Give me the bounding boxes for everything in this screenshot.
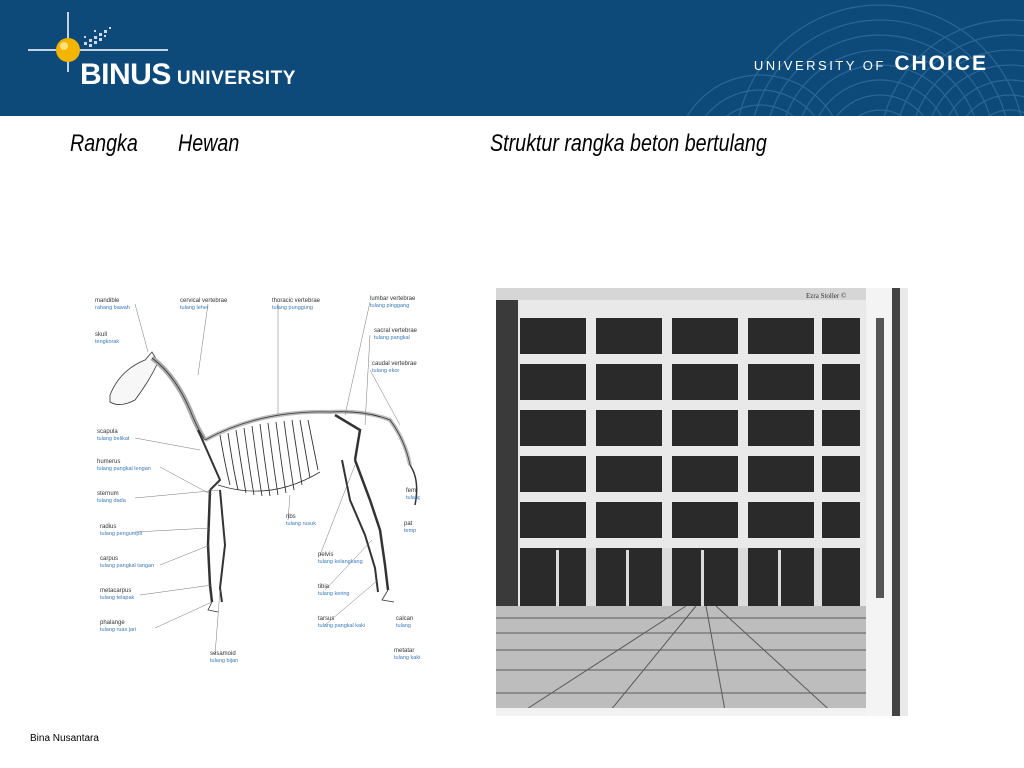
label-calcaneus-id: tulang [396,623,411,629]
label-mandible-id: rahang bawah [95,305,130,311]
label-carpus: carpus [100,556,119,562]
label-thoracic-id: tulang punggung [272,305,313,311]
label-scapula: scapula [97,429,118,435]
label-mandible: mandible [95,298,120,304]
label-pelvis-id: tulang kelangkang [318,559,363,565]
label-phalange-id: tulang ruas jari [100,627,137,633]
label-caudal-id: tulang ekor [372,368,400,374]
label-metatarsus-id: tulang kaki [394,655,420,661]
header-banner [0,0,1024,116]
label-calcaneus: calcan [396,616,414,622]
label-sesamoid-id: tulang bijan [210,658,239,664]
label-skull: skull [95,332,108,338]
label-metatarsus: metatar [394,648,415,654]
label-metacarpus-id: tulang telapak [100,595,135,601]
label-scapula-id: tulang belikat [97,436,130,442]
label-pelvis: pelvis [318,552,334,558]
tagline [754,52,988,76]
label-sesamoid: sesamoid [210,651,236,657]
logo-sub-text: UNIVERSITY [176,68,296,89]
label-cervical-id: tulang leher [180,305,209,311]
label-femur: fem [406,488,417,494]
label-tibia: tibia [318,584,330,590]
label-lumbar: lumbar vertebrae [370,296,416,302]
logo-main-text: BINUS [80,58,171,91]
label-skull-id: tengkorak [95,339,120,345]
label-humerus: humerus [97,459,121,465]
photo-caption: Ezra Stoller © [806,292,847,300]
footer-text: Bina Nusantara [30,733,99,744]
label-radius: radius [100,524,117,530]
title-rangka: Rangka [70,130,138,157]
label-ribs-id: tulang rusuk [286,521,316,527]
label-tarsus: tarsus [318,616,335,622]
label-sternum: sternum [97,491,119,497]
building-drawing [496,288,908,716]
label-patella-id: temp [404,528,417,534]
label-phalange: phalange [100,620,125,626]
label-thoracic: thoracic vertebrae [272,298,321,304]
label-ribs: ribs [286,514,296,520]
concrete-frame-photo [496,288,908,716]
label-carpus-id: tulang pangkal tangan [100,563,155,569]
label-patella: pat [404,521,413,527]
label-humerus-id: tulang pangkal lengan [97,466,151,472]
logo-wordmark [80,58,296,92]
horse-skeleton-drawing [80,290,420,690]
label-tarsus-id: tulang pangkal kaki [318,623,366,629]
label-femur-id: tulang [406,495,420,501]
tagline-big: CHOICE [894,52,988,75]
horse-skeleton-figure [80,290,420,690]
title-hewan: Hewan [178,130,240,157]
label-tibia-id: tulang kering [318,591,350,597]
label-cervical: cervical vertebrae [180,298,228,304]
title-struktur: Struktur rangka beton bertulang [490,130,767,157]
label-sacral-id: tulang pangkal [374,335,410,341]
label-caudal: caudal vertebrae [372,361,417,367]
label-sternum-id: tulang dada [97,498,126,504]
tagline-small: UNIVERSITY OF [753,58,886,73]
label-metacarpus: metacarpus [100,588,132,594]
label-radius-id: tulang pengumpil [100,531,142,537]
label-lumbar-id: tulang pinggang [370,303,410,309]
label-sacral: sacral vertebrae [374,328,418,334]
